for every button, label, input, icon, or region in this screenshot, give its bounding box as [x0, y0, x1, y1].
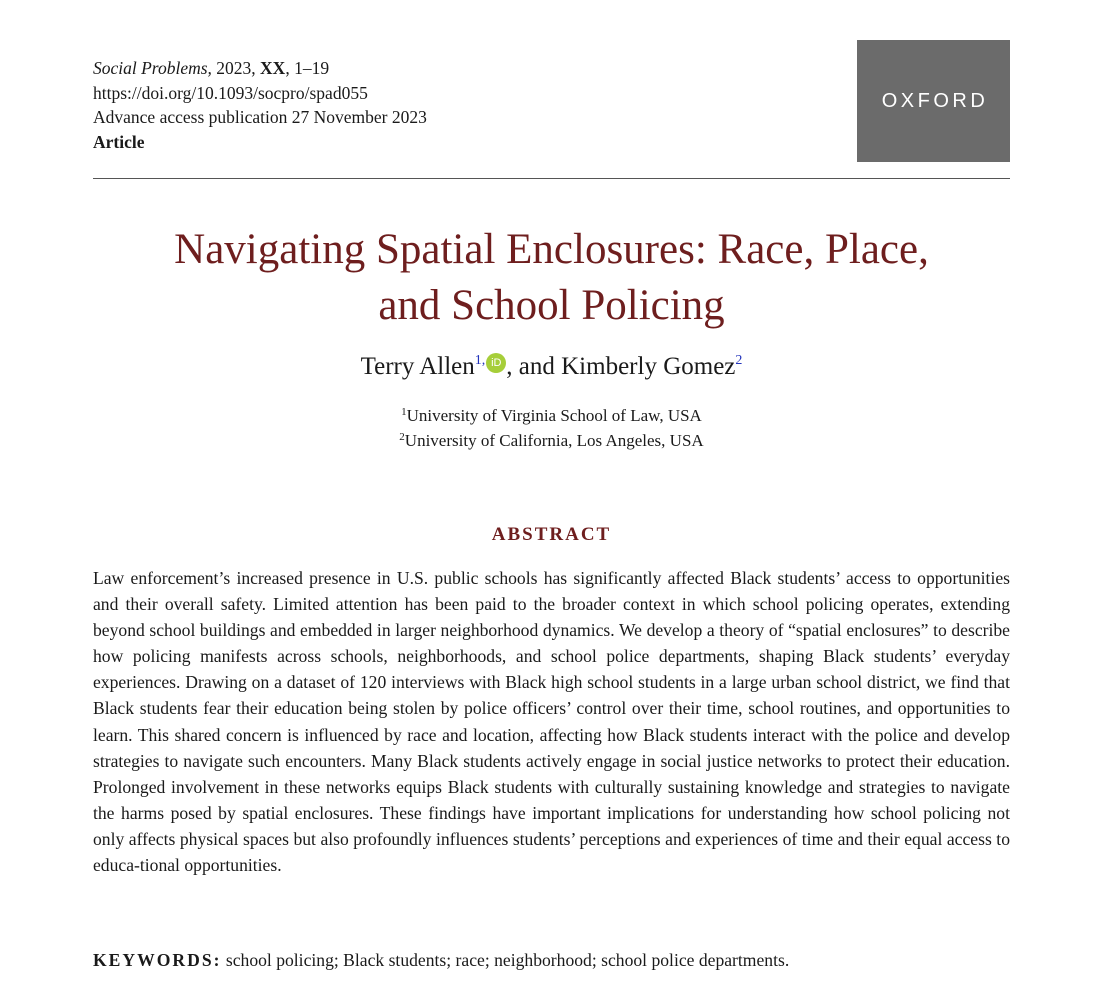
keywords-label: KEYWORDS: [93, 950, 222, 970]
keywords [93, 948, 1010, 972]
citation-line [93, 56, 427, 81]
oxford-logo-text: OXFORD [881, 89, 989, 112]
affiliation-text: University of California, Los Angeles, USA [404, 430, 704, 450]
citation-year: 2023, [211, 58, 261, 78]
citation-volume: XX [260, 58, 286, 78]
orcid-icon[interactable]: iD [486, 353, 506, 373]
publication-date: Advance access publication 27 November 2023 [93, 107, 427, 127]
oxford-logo [857, 40, 1010, 162]
header-divider [93, 178, 1010, 179]
abstract-body: Law enforcement’s increased presence in U.S. public schools has significantly affected Black students’ access to opportunities and their overall safety. Limited attention has been paid to the broader context in which school policing operates, extending beyond school buildings and embedded in larger neighborhood dynamics. We develop a theory of “spatial enclosures” to describe how policing manifests across schools, neighborhoods, and school police departments, shaping Black students’ everyday experiences. Drawing on a dataset of 120 interviews with Black high school students in a large urban school district, we find that Black students fear their education being stolen by police officers’ control over their time, school routines, and opportunities to learn. This shared concern is influenced by race and location, affecting how Black students interact with the police and develop strategies to navigate such encounters. Many Black students actively engage in social justice networks to protect their education. Prolonged involvement in these networks equips Black students with culturally sustaining knowledge and strategies to navigate the harms posed by spatial enclosures. These findings have important implications for understanding how school policing not only affects physical spaces but also profoundly influences students’ perceptions and experiences of time and their equal access to educa-tional opportunities. [93, 568, 1010, 876]
author-affiliation-sup[interactable]: 2 [735, 353, 743, 368]
affiliations [93, 404, 1010, 453]
author-name[interactable]: Terry Allen [360, 353, 475, 380]
author-list [93, 350, 1010, 384]
doi-link[interactable]: https://doi.org/10.1093/socpro/spad055 [93, 82, 368, 103]
abstract-heading: ABSTRACT [491, 524, 612, 545]
affiliation-sup: 2 [399, 430, 405, 443]
affiliation-text: University of Virginia School of Law, USA [406, 406, 702, 425]
author-affiliation-sup[interactable]: 1, [474, 353, 486, 368]
keywords-text: school policing; Black students; race; neighborhood; school police departments. [221, 950, 790, 970]
article-title [93, 222, 1010, 334]
title-line-2: and School Policing [378, 282, 725, 329]
affiliation-item [93, 404, 1010, 429]
citation-pages: , 1–19 [285, 58, 330, 78]
article-type: Article [93, 131, 145, 152]
article-metadata [93, 56, 427, 154]
journal-name: Social Problems, [93, 58, 212, 78]
affiliation-item [93, 429, 1010, 454]
affiliation-sup: 1 [401, 406, 407, 418]
title-line-1: Navigating Spatial Enclosures: Race, Place, [174, 226, 929, 273]
author-name[interactable]: , and Kimberly Gomez [506, 353, 736, 380]
